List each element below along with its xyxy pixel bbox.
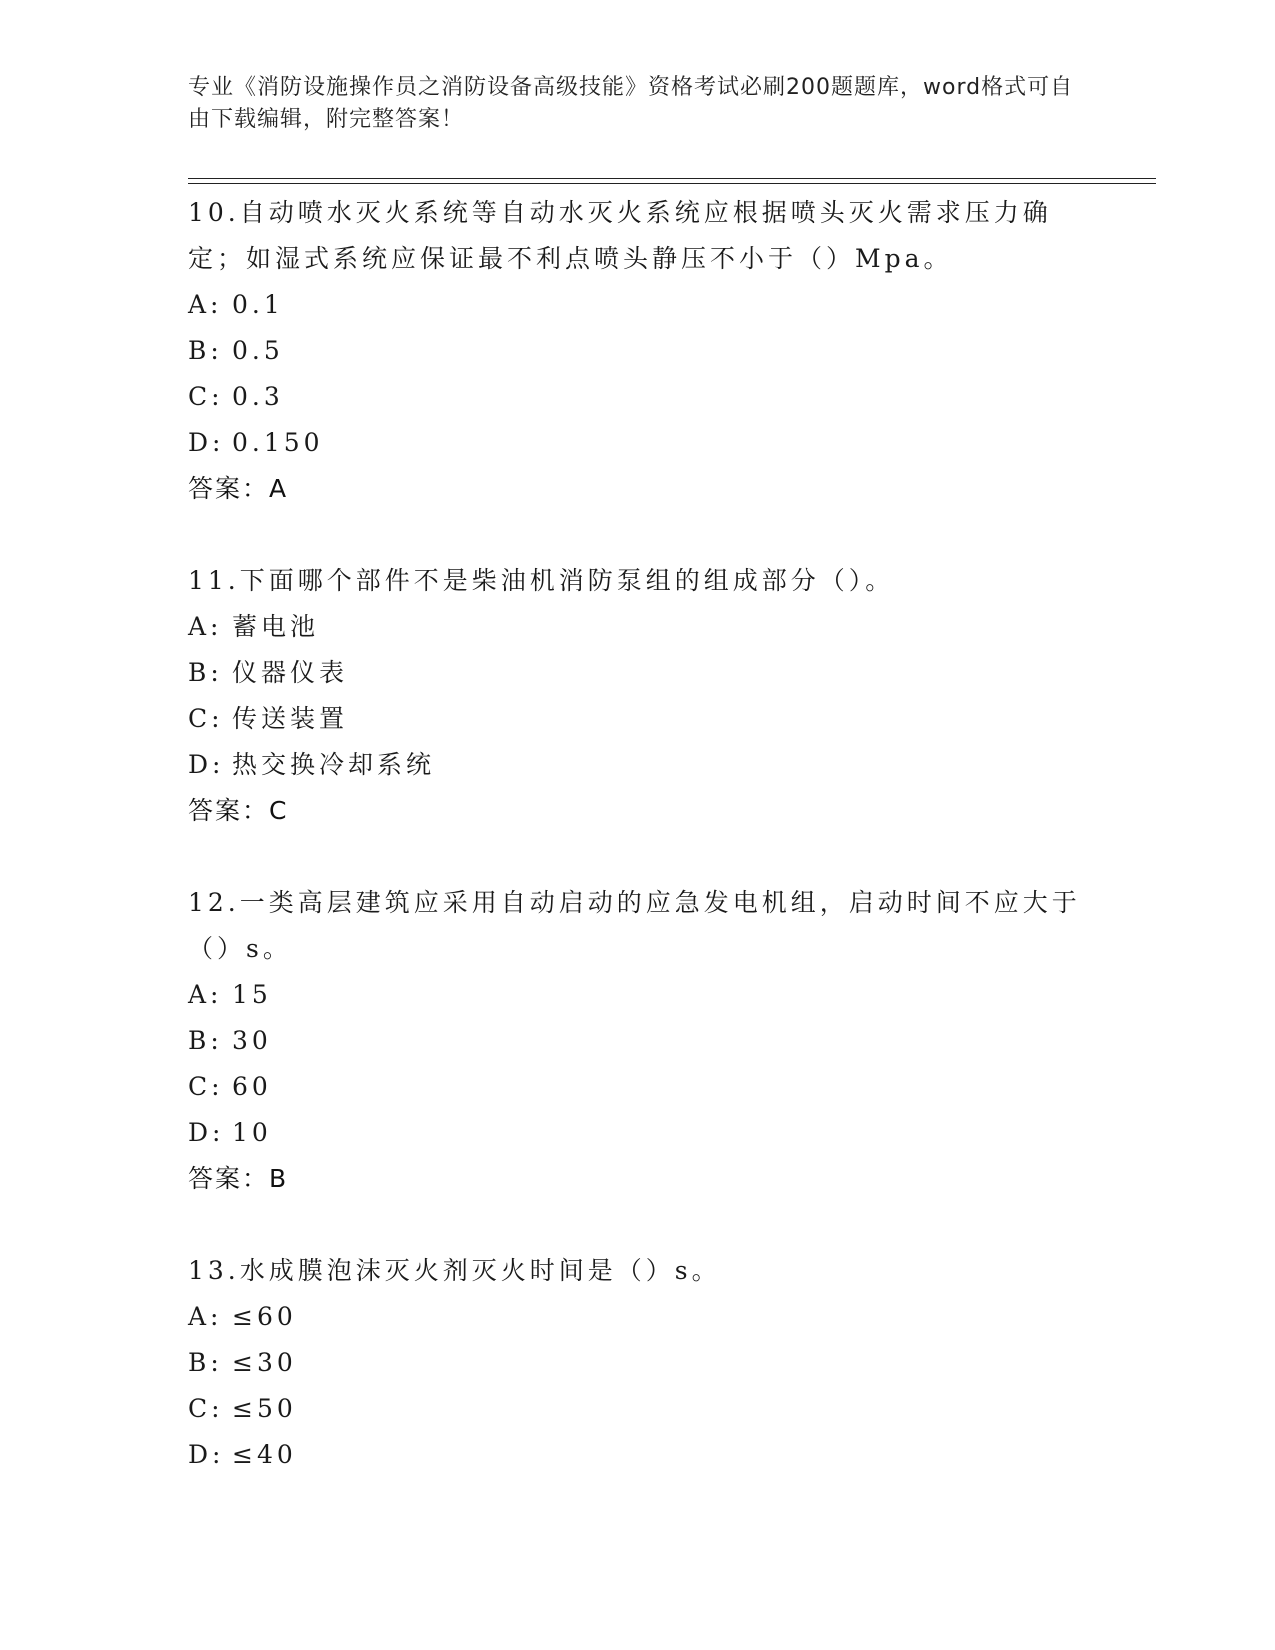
option-letter: B: bbox=[188, 336, 223, 365]
option-text: 蓄电池 bbox=[232, 612, 320, 641]
option-letter: A: bbox=[188, 290, 223, 319]
option-d bbox=[188, 420, 1108, 466]
option-d bbox=[188, 1110, 1108, 1156]
option-text: ≤40 bbox=[232, 1440, 297, 1469]
option-text: 传送装置 bbox=[232, 704, 349, 733]
option-letter: B: bbox=[188, 1026, 223, 1055]
question-stem: 10.自动喷水灭火系统等自动水灭火系统应根据喷头灭火需求压力确定；如湿式系统应保证最不利点喷头静压不小于（）Mpa。 bbox=[188, 198, 1052, 273]
option-d bbox=[188, 742, 1108, 788]
answer-line: 答案：A bbox=[188, 474, 289, 503]
document-header: 专业《消防设施操作员之消防设备高级技能》资格考试必刷200题题库，word格式可自由下载编辑，附完整答案！ bbox=[188, 75, 1074, 132]
option-text: ≤30 bbox=[232, 1348, 297, 1377]
option-text: 0.5 bbox=[232, 336, 284, 365]
option-text: ≤60 bbox=[232, 1302, 297, 1331]
option-letter: D: bbox=[188, 428, 225, 457]
option-letter: C: bbox=[188, 1072, 224, 1101]
question-12 bbox=[188, 880, 1108, 1202]
option-letter: D: bbox=[188, 1440, 225, 1469]
option-letter: D: bbox=[188, 1118, 225, 1147]
option-c bbox=[188, 1386, 1108, 1432]
option-b bbox=[188, 1018, 1108, 1064]
option-letter: C: bbox=[188, 382, 224, 411]
answer-line: 答案：B bbox=[188, 1164, 289, 1193]
option-a bbox=[188, 604, 1108, 650]
option-text: 10 bbox=[232, 1118, 272, 1147]
answer-line: 答案：C bbox=[188, 796, 289, 825]
option-letter: C: bbox=[188, 704, 224, 733]
question-13 bbox=[188, 1248, 1108, 1478]
option-letter: A: bbox=[188, 980, 223, 1009]
question-stem: 11.下面哪个部件不是柴油机消防泵组的组成部分（）。 bbox=[188, 566, 895, 595]
option-text: 热交换冷却系统 bbox=[232, 750, 436, 779]
option-text: 0.3 bbox=[232, 382, 284, 411]
option-letter: A: bbox=[188, 1302, 223, 1331]
header-divider-bottom bbox=[188, 183, 1156, 184]
option-b bbox=[188, 650, 1108, 696]
option-text: 0.150 bbox=[232, 428, 324, 457]
question-stem: 12.一类高层建筑应采用自动启动的应急发电机组，启动时间不应大于（）s。 bbox=[188, 888, 1081, 963]
option-letter: B: bbox=[188, 1348, 223, 1377]
option-b bbox=[188, 328, 1108, 374]
option-a bbox=[188, 1294, 1108, 1340]
header-divider-top bbox=[188, 178, 1156, 179]
option-text: 仪器仪表 bbox=[232, 658, 349, 687]
option-letter: C: bbox=[188, 1394, 224, 1423]
question-11 bbox=[188, 558, 1108, 834]
option-d bbox=[188, 1432, 1108, 1478]
option-letter: D: bbox=[188, 750, 225, 779]
option-text: ≤50 bbox=[232, 1394, 297, 1423]
option-a bbox=[188, 282, 1108, 328]
option-text: 15 bbox=[232, 980, 272, 1009]
option-text: 0.1 bbox=[232, 290, 284, 319]
option-text: 30 bbox=[232, 1026, 272, 1055]
option-c bbox=[188, 696, 1108, 742]
option-text: 60 bbox=[232, 1072, 272, 1101]
option-c bbox=[188, 374, 1108, 420]
question-list bbox=[188, 190, 1108, 1524]
option-b bbox=[188, 1340, 1108, 1386]
question-10 bbox=[188, 190, 1108, 512]
option-letter: B: bbox=[188, 658, 223, 687]
option-a bbox=[188, 972, 1108, 1018]
option-letter: A: bbox=[188, 612, 223, 641]
question-stem: 13.水成膜泡沫灭火剂灭火时间是（）s。 bbox=[188, 1256, 721, 1285]
option-c bbox=[188, 1064, 1108, 1110]
